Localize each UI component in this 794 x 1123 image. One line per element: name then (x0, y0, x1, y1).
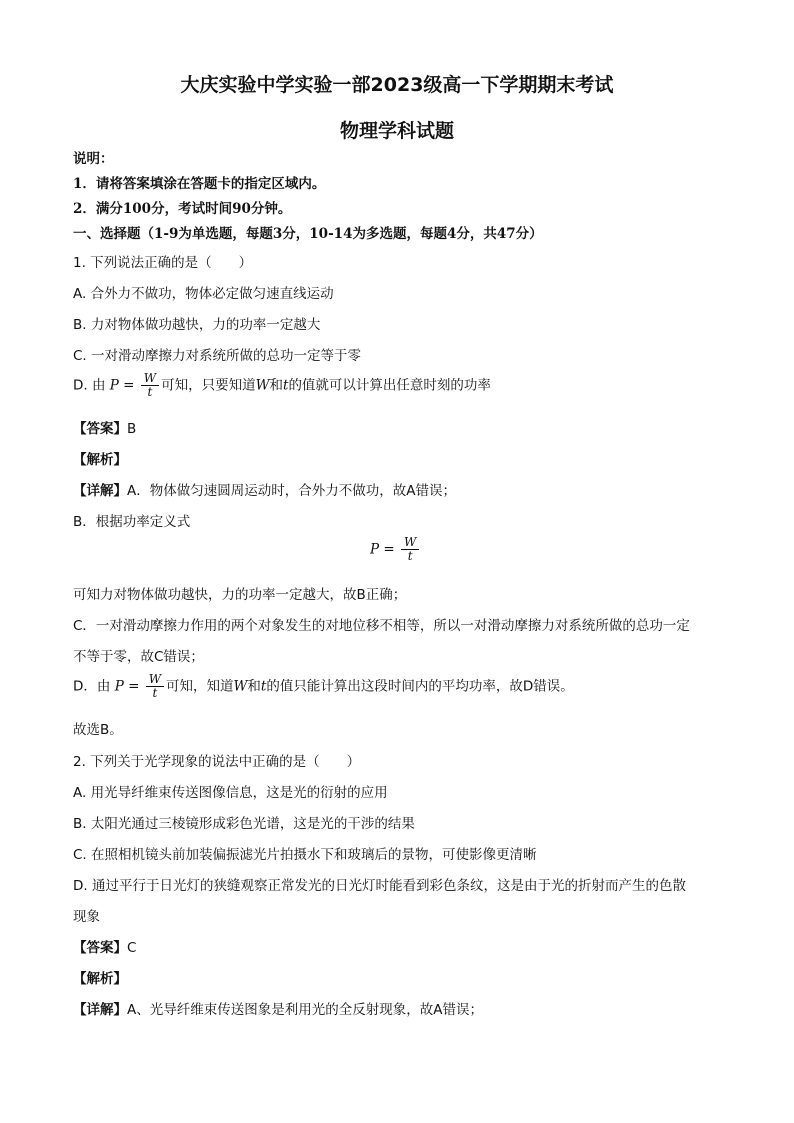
q1-detail-d-numerator: W (146, 673, 164, 687)
q2-option-d-line2: 现象 (73, 909, 100, 925)
q1-formula (370, 536, 421, 563)
q1-detail-d-tail: 的值只能计算出这段时间内的平均功率，故D错误。 (266, 678, 574, 695)
notes-heading: 说明： (73, 151, 114, 167)
q1-detail-d-prefix: D．由 (73, 678, 111, 695)
q1-option-d (73, 372, 491, 399)
q1-detail-d-fraction (146, 673, 164, 700)
page-title: 大庆实验中学实验一部2023级高一下学期期末考试 (180, 74, 614, 96)
q1-detail-b: B．根据功率定义式 (73, 514, 191, 530)
q2-option-d-line1: D. 通过平行于日光灯的狭缝观察正常发光的日光灯时能看到彩色条纹，这是由于光的折射而产生的色散 (73, 878, 686, 894)
q1-conclusion: 故选B。 (73, 722, 123, 738)
q1-detail-c1: C．一对滑动摩擦力作用的两个对象发生的对地位移不相等，所以一对滑动摩擦力对系统所做的总功一定 (73, 618, 690, 634)
q1-detail-b2: 可知力对物体做功越快，力的功率一定越大，故B正确； (73, 587, 407, 603)
q1-option-c: C. 一对滑动摩擦力对系统所做的总功一定等于零 (73, 348, 362, 364)
q2-analysis-text: 【解析】 (73, 971, 127, 987)
q1-d-numerator: W (141, 372, 159, 386)
q2-answer (73, 936, 136, 956)
q2-answer-value: C (127, 940, 137, 956)
q1-formula-fraction (401, 536, 419, 563)
q1-d-fraction (141, 372, 159, 399)
q1-d-tail: 的值就可以计算出任意时刻的功率 (288, 377, 491, 394)
q1-answer-value: B (127, 421, 137, 437)
q1-detail-d-lhs: P = (114, 678, 140, 695)
q1-d-w: W (255, 377, 270, 394)
q2-option-a: A. 用光导纤维束传送图像信息，这是光的衍射的应用 (73, 785, 388, 801)
q2-stem: 2. 下列关于光学现象的说法中正确的是（ ） (73, 754, 361, 770)
page-subtitle: 物理学科试题 (339, 120, 454, 142)
q2-option-b: B. 太阳光通过三棱镜形成彩色光谱，这是光的干涉的结果 (73, 816, 415, 832)
q1-answer (73, 417, 136, 437)
q2-answer-label: 【答案】 (73, 940, 127, 956)
q1-detail-a-text: A．物体做匀速圆周运动时，合外力不做功，故A错误； (127, 483, 456, 499)
q1-option-a: A. 合外力不做功，物体必定做匀速直线运动 (73, 286, 334, 302)
q1-option-b: B. 力对物体做功越快，力的功率一定越大 (73, 317, 321, 333)
q2-detail-a (73, 998, 483, 1018)
q1-detail-a (73, 479, 456, 499)
q1-stem: 1. 下列说法正确的是（ ） (73, 255, 253, 271)
q1-analysis-text: 【解析】 (73, 452, 127, 468)
q2-detail-a-text: A、光导纤维束传送图象是利用光的全反射现象，故A错误； (127, 1002, 483, 1018)
q1-formula-denominator: t (407, 549, 413, 563)
q1-detail-c2: 不等于零，故C错误； (73, 649, 204, 665)
q2-analysis-label (73, 967, 127, 987)
q1-formula-lhs: P = (370, 541, 395, 558)
q1-detail-d-denominator: t (152, 686, 158, 700)
q1-detail-d (73, 673, 574, 700)
q2-option-c: C. 在照相机镜头前加装偏振滤光片拍摄水下和玻璃后的景物，可使影像更清晰 (73, 847, 537, 863)
q1-analysis-label (73, 448, 127, 468)
q1-detail-d-w: W (233, 678, 248, 695)
notes-item-2: 2．满分100分，考试时间90分钟。 (73, 201, 292, 217)
q1-detail-d-t: t (260, 678, 267, 695)
q1-d-post: 可知，只要知道 (161, 377, 256, 394)
q2-detail-label: 【详解】 (73, 1002, 127, 1018)
q1-d-denominator: t (147, 385, 153, 399)
notes-item-1: 1．请将答案填涂在答题卡的指定区域内。 (73, 176, 326, 192)
section-heading: 一、选择题（1-9为单选题，每题3分，10-14为多选题，每题4分，共47分） (73, 226, 543, 242)
q1-answer-label: 【答案】 (73, 421, 127, 437)
q1-d-prefix: D. 由 (73, 377, 106, 394)
q1-d-and: 和 (269, 377, 283, 394)
q1-detail-d-post: 可知，知道 (166, 678, 234, 695)
q1-formula-numerator: W (401, 536, 419, 550)
q1-d-t: t (283, 377, 289, 394)
q1-d-lhs: P = (109, 377, 135, 394)
q1-detail-label: 【详解】 (73, 483, 127, 499)
q1-detail-d-and: 和 (247, 678, 261, 695)
